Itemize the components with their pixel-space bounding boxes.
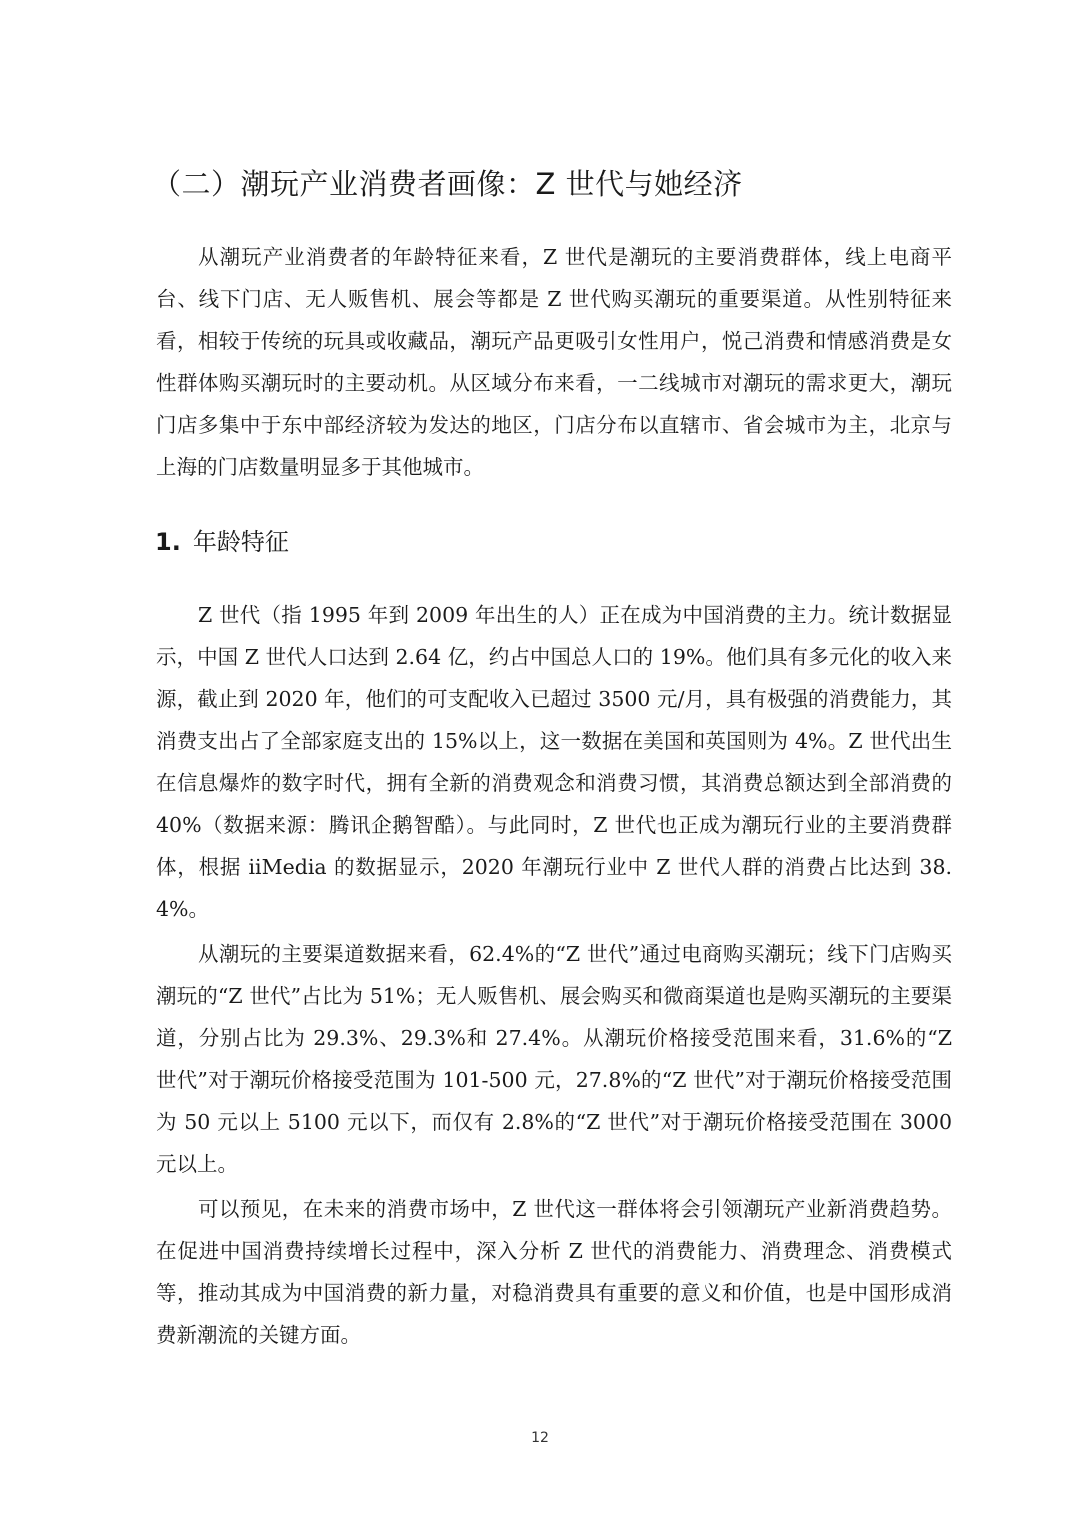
section-heading: （二）潮玩产业消费者画像：Z 世代与她经济: [152, 167, 743, 201]
subsection-heading: [155, 520, 289, 564]
body-paragraph: 可以预见，在未来的消费市场中，Z 世代这一群体将会引领潮玩产业新消费趋势。在促进中国消费持续增长过程中，深入分析 Z 世代的消费能力、消费理念、消费模式等，推动其成为中国消费的新力量，对稳消费具有重要的意义和价值，也是中国形成消费新潮流的关键方面。: [156, 1197, 952, 1347]
intro-paragraph: 从潮玩产业消费者的年龄特征来看，Z 世代是潮玩的主要消费群体，线上电商平台、线下门店、无人贩售机、展会等都是 Z 世代购买潮玩的重要渠道。从性别特征来看，相较于传统的玩具或收藏品，潮玩产品更吸引女性用户，悦己消费和情感消费是女性群体购买潮玩时的主要动机。从区域分布来看，一二线城市对潮玩的需求更大，潮玩门店多集中于东中部经济较为发达的地区，门店分布以直辖市、省会城市为主，北京与上海的门店数量明显多于其他城市。: [156, 245, 952, 479]
body-paragraph: Z 世代（指 1995 年到 2009 年出生的人）正在成为中国消费的主力。统计数据显示，中国 Z 世代人口达到 2.64 亿，约占中国总人口的 19%。他们具有多元化的收入来源，截止到 2020 年，他们的可支配收入已超过 3500 元/月，具有极强的消费能力，其消费支出占了全部家庭支出的 15%以上，这一数据在美国和英国则为 4%。Z 世代出生在信息爆炸的数字时代，拥有全新的消费观念和消费习惯，其消费总额达到全部消费的 40%（数据来源：腾讯企鹅智酷）。与此同时，Z 世代也正成为潮玩行业的主要消费群体，根据 iiMedia 的数据显示，2020 年潮玩行业中 Z 世代人群的消费占比达到 38.4%。: [156, 603, 952, 921]
subsection-title: 年龄特征: [192, 528, 289, 556]
body-paragraph: 从潮玩的主要渠道数据来看，62.4%的“Z 世代”通过电商购买潮玩；线下门店购买潮玩的“Z 世代”占比为 51%；无人贩售机、展会购买和微商渠道也是购买潮玩的主要渠道，分别占比为 29.3%、29.3%和 27.4%。从潮玩价格接受范围来看，31.6%的“Z 世代”对于潮玩价格接受范围为 101-500 元，27.8%的“Z 世代”对于潮玩价格接受范围为 50 元以上 5100 元以下，而仅有 2.8%的“Z 世代”对于潮玩价格接受范围在 3000 元以上。: [156, 942, 952, 1176]
page-number: 12: [531, 1430, 549, 1446]
subsection-number: 1.: [155, 528, 181, 556]
